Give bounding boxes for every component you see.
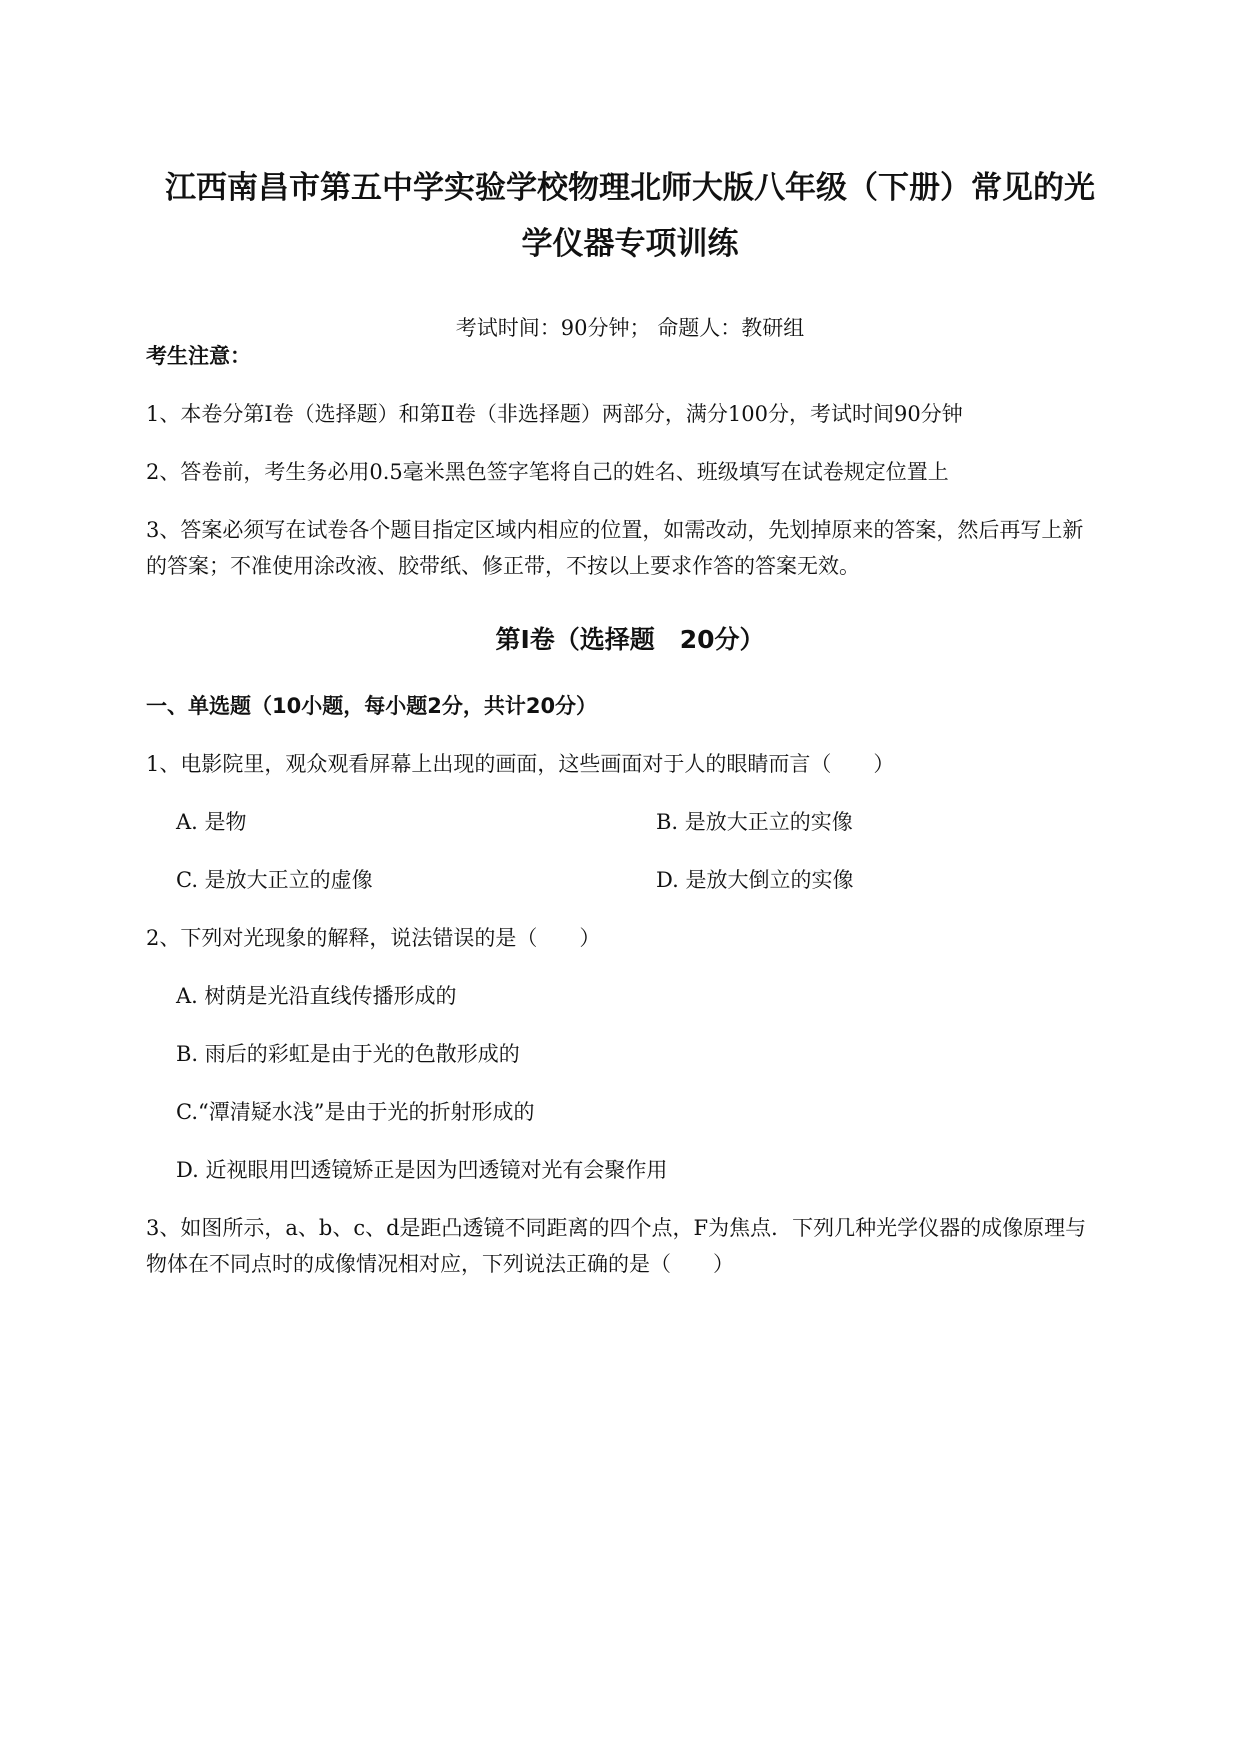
question-1-stem: 1、电影院里，观众观看屏幕上出现的画面，这些画面对于人的眼睛而言（ ） — [146, 752, 895, 776]
notice-item-2: 2、答卷前，考生务必用0.5毫米黑色签字笔将自己的姓名、班级填写在试卷规定位置上 — [146, 460, 949, 484]
question-2-option-a: A. 树荫是光沿直线传播形成的 — [176, 984, 457, 1008]
exam-info: 考试时间：90分钟； 命题人：教研组 — [455, 316, 805, 340]
exam-title-line-1: 江西南昌市第五中学实验学校物理北师大版八年级（下册）常见的光 — [165, 170, 1095, 206]
question-2-option-d: D. 近视眼用凹透镜矫正是因为凹透镜对光有会聚作用 — [176, 1158, 668, 1182]
question-2-option-b: B. 雨后的彩虹是由于光的色散形成的 — [176, 1042, 520, 1066]
question-1-option-a: A. 是物 — [176, 810, 247, 834]
notice-item-3: 3、答案必须写在试卷各个题目指定区域内相应的位置，如需改动，先划掉原来的答案，然后再写上新 — [146, 518, 1084, 542]
section1-heading: 一、单选题（10小题，每小题2分，共计20分） — [146, 694, 598, 718]
question-1-option-d: D. 是放大倒立的实像 — [656, 868, 854, 892]
question-2-option-c: C.“潭清疑水浅”是由于光的折射形成的 — [176, 1100, 535, 1124]
part1-title: 第Ⅰ卷（选择题 20分） — [495, 625, 765, 654]
question-2-stem: 2、下列对光现象的解释，说法错误的是（ ） — [146, 926, 601, 950]
notice-item-1: 1、本卷分第Ⅰ卷（选择题）和第Ⅱ卷（非选择题）两部分，满分100分，考试时间90分钟 — [146, 402, 963, 426]
question-3-stem-line-2: 物体在不同点时的成像情况相对应，下列说法正确的是（ ） — [146, 1252, 734, 1276]
question-1-option-b: B. 是放大正立的实像 — [656, 810, 853, 834]
notice-heading: 考生注意： — [146, 344, 251, 368]
question-1-option-c: C. 是放大正立的虚像 — [176, 868, 373, 892]
notice-item-3-continued: 的答案；不准使用涂改液、胶带纸、修正带，不按以上要求作答的答案无效。 — [146, 554, 860, 578]
question-3-stem-line-1: 3、如图所示，a、b、c、d是距凸透镜不同距离的四个点，F为焦点．下列几种光学仪器的成像原理与 — [146, 1216, 1087, 1240]
exam-title-line-2: 学仪器专项训练 — [521, 226, 739, 262]
